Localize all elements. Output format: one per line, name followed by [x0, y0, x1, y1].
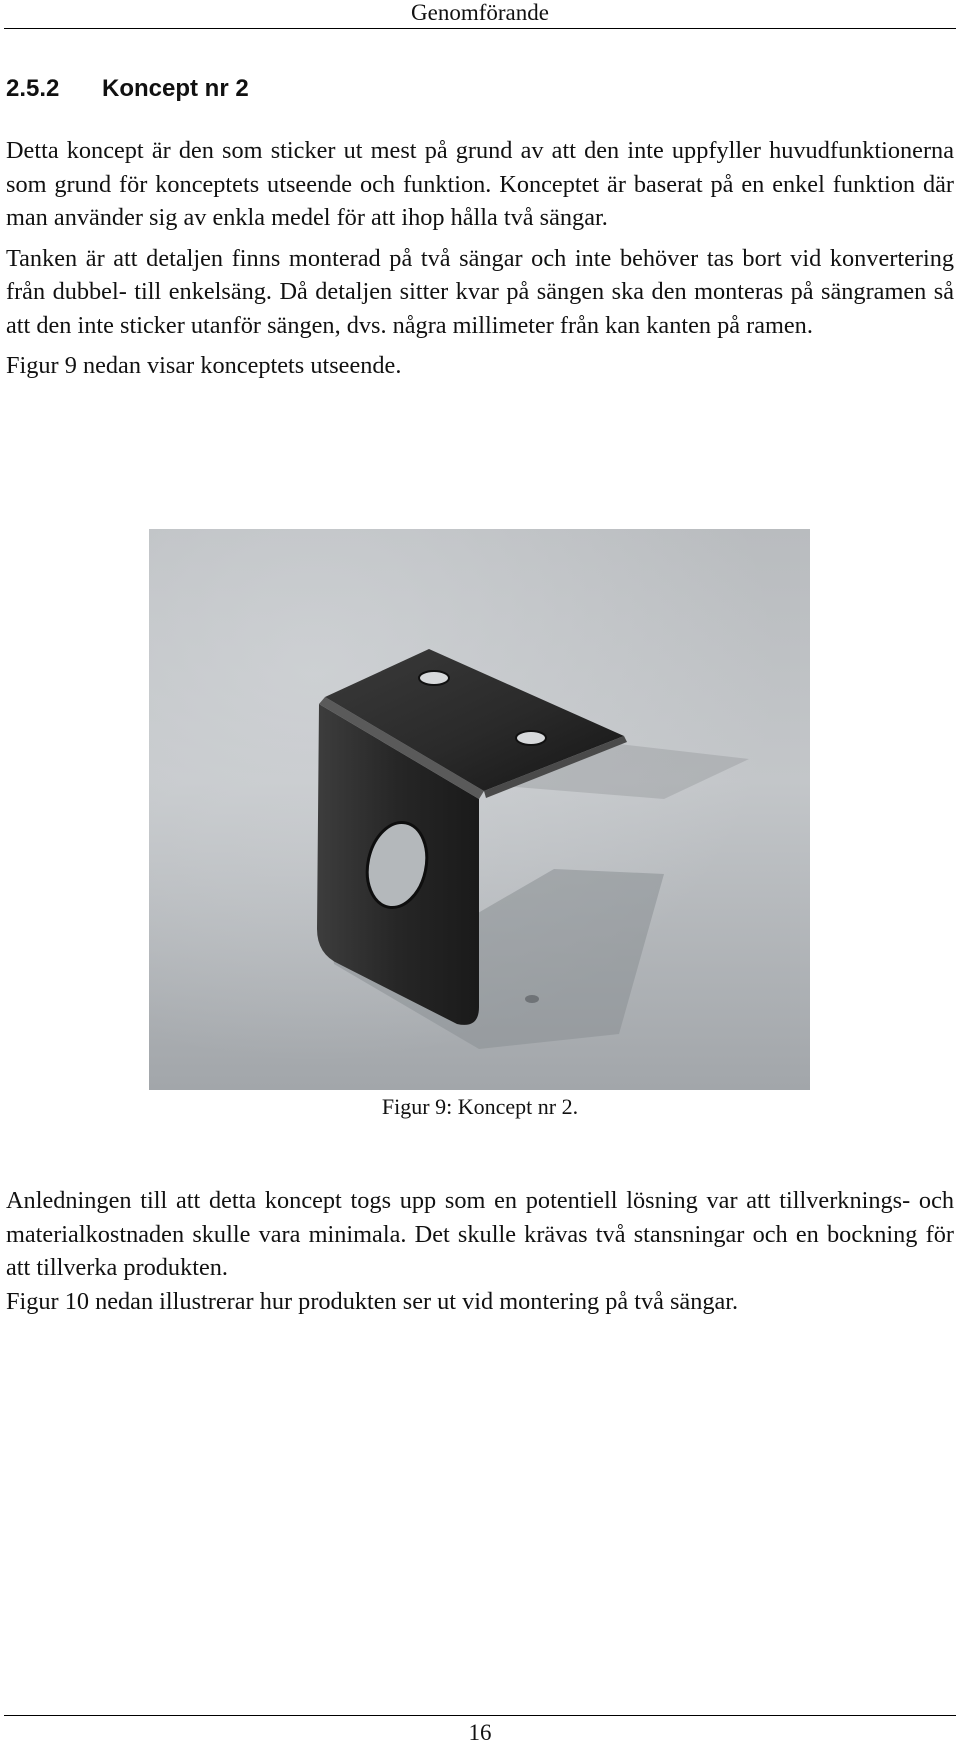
- section-heading: [6, 74, 249, 104]
- page-footer: [4, 1715, 956, 1748]
- paragraph: Detta koncept är den som sticker ut mest på grund av att den inte uppfyller huvudfunktionerna som grund för konceptets utseende och funktion. Konceptet är baserat på en enkel funktion där man använder sig av enkla medel för att ihop hålla två sängar.: [6, 137, 954, 231]
- figure-bracket-render: [149, 529, 810, 1090]
- paragraph: Figur 10 nedan illustrerar hur produkten ser ut vid montering på två sängar.: [6, 1287, 739, 1315]
- section-title: Koncept nr 2: [102, 75, 249, 102]
- paragraph: Anledningen till att detta koncept togs upp som en potentiell lösning var att tillverknings- och materialkostnaden skulle vara minimala. Det skulle krävas två stansningar och en bockning för att tillverka produkten.: [6, 1187, 954, 1281]
- bracket-render-image: [149, 529, 810, 1090]
- running-header: [4, 0, 956, 29]
- running-header-title: Genomförande: [411, 0, 549, 25]
- paragraph: Figur 9 nedan visar konceptets utseende.: [6, 352, 402, 379]
- page-number: 16: [468, 1720, 492, 1745]
- paragraph: Tanken är att detaljen finns monterad på två sängar och inte behöver tas bort vid konvertering från dubbel- till enkelsäng. Då detaljen sitter kvar på sängen ska den monteras på sängramen så att den inte sticker utanför sängen, dvs. några millimeter från kan kanten på ramen.: [6, 244, 954, 339]
- figure-caption: Figur 9: Koncept nr 2.: [381, 1094, 579, 1119]
- body-text-2: [6, 1184, 954, 1318]
- body-text: [6, 134, 954, 390]
- section-number: 2.5.2: [6, 75, 60, 102]
